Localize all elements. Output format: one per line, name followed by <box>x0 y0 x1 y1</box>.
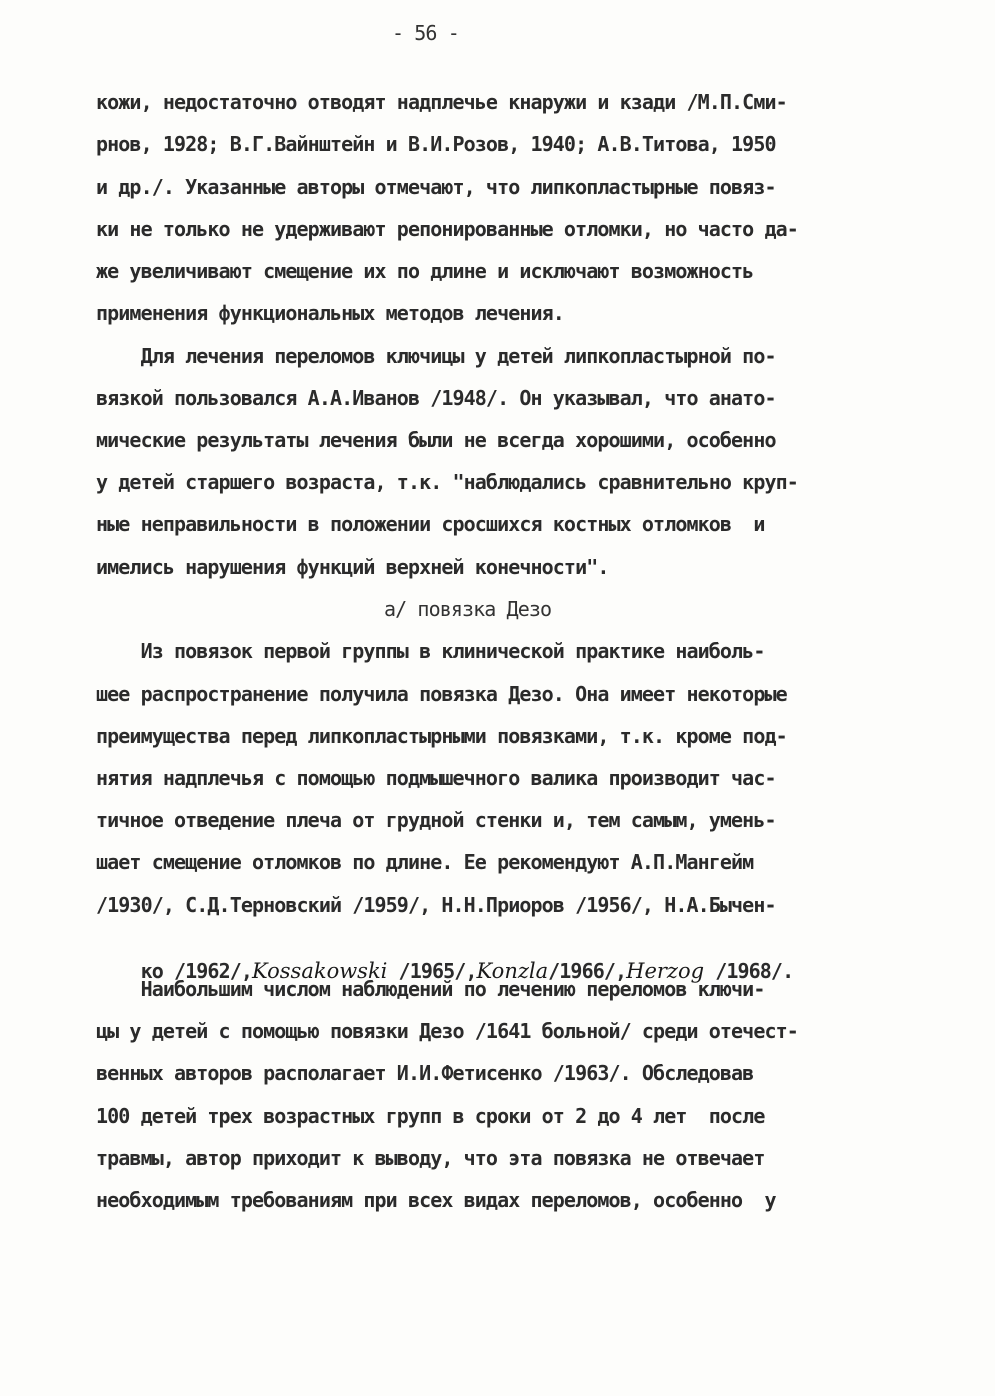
text-line: венных авторов располагает И.И.Фетисенко /1963/. Обследовав <box>96 1061 754 1085</box>
text-line: вязкой пользовался А.А.Иванов /1948/. Он указывал, что анато- <box>96 386 776 410</box>
handwritten-name: Herzog <box>626 959 705 983</box>
text-line: применения функциональных методов лечения. <box>96 301 564 325</box>
text-line: ные неправильности в положении сросшихся костных отломков и <box>96 512 765 536</box>
text-line: Для лечения переломов ключицы у детей липкопластырной по- <box>96 344 776 368</box>
text-line: мические результаты лечения были не всегда хорошими, особенно <box>96 428 776 452</box>
text-line: ки не только не удерживают репонированные отломки, но часто да- <box>96 217 798 241</box>
text-line: Из повязок первой группы в клинической практике наиболь- <box>96 639 765 663</box>
page-number: - 56 - <box>392 21 459 45</box>
text-line: 100 детей трех возрастных групп в сроки от 2 до 4 лет после <box>96 1104 765 1128</box>
handwritten-name: Konzla <box>476 959 549 983</box>
text-line: преимущества перед липкопластырными повязками, т.к. кроме под- <box>96 724 787 748</box>
text-line: тичное отведение плеча от грудной стенки и, тем самым, умень- <box>96 808 776 832</box>
text-line: необходимым требованиям при всех видах переломов, особенно у <box>96 1188 776 1212</box>
typed-segment: /1966/, <box>548 959 627 983</box>
text-line: у детей старшего возраста, т.к. "наблюдались сравнительно круп- <box>96 470 798 494</box>
typed-segment: /1968/. <box>704 959 794 983</box>
text-line: травмы, автор приходит к выводу, что эта повязка не отвечает <box>96 1146 765 1170</box>
text-line: Наибольшим числом наблюдений по лечению переломов ключи- <box>96 977 765 1001</box>
text-line: нятия надплечья с помощью подмышечного валика производит час- <box>96 766 776 790</box>
text-line: же увеличивают смещение их по длине и исключают возможность <box>96 259 754 283</box>
section-heading: a/ повязка Дезо <box>384 597 552 621</box>
text-line: имелись нарушения функций верхней конечности". <box>96 555 609 579</box>
text-line: рнов, 1928; В.Г.Вайнштейн и В.И.Розов, 1940; А.В.Титова, 1950 <box>96 132 776 156</box>
typed-segment: /1965/, <box>387 959 477 983</box>
text-line: шее распространение получила повязка Дезо. Она имеет некоторые <box>96 682 787 706</box>
text-line: и др./. Указанные авторы отмечают, что липкопластырные повяз- <box>96 175 776 199</box>
text-line: цы у детей с помощью повязки Дезо /1641 больной/ среди отечест- <box>96 1019 798 1043</box>
text-line: шает смещение отломков по длине. Ее рекомендуют А.П.Мангейм <box>96 850 754 874</box>
text-line: кожи, недостаточно отводят надплечье кнаружи и кзади /М.П.Сми- <box>96 90 787 114</box>
text-line: /1930/, С.Д.Терновский /1959/, Н.Н.Приоров /1956/, Н.А.Бычен- <box>96 893 776 917</box>
handwritten-name: Kossakowski <box>252 959 388 983</box>
typed-segment: ко /1962/, <box>140 959 252 983</box>
